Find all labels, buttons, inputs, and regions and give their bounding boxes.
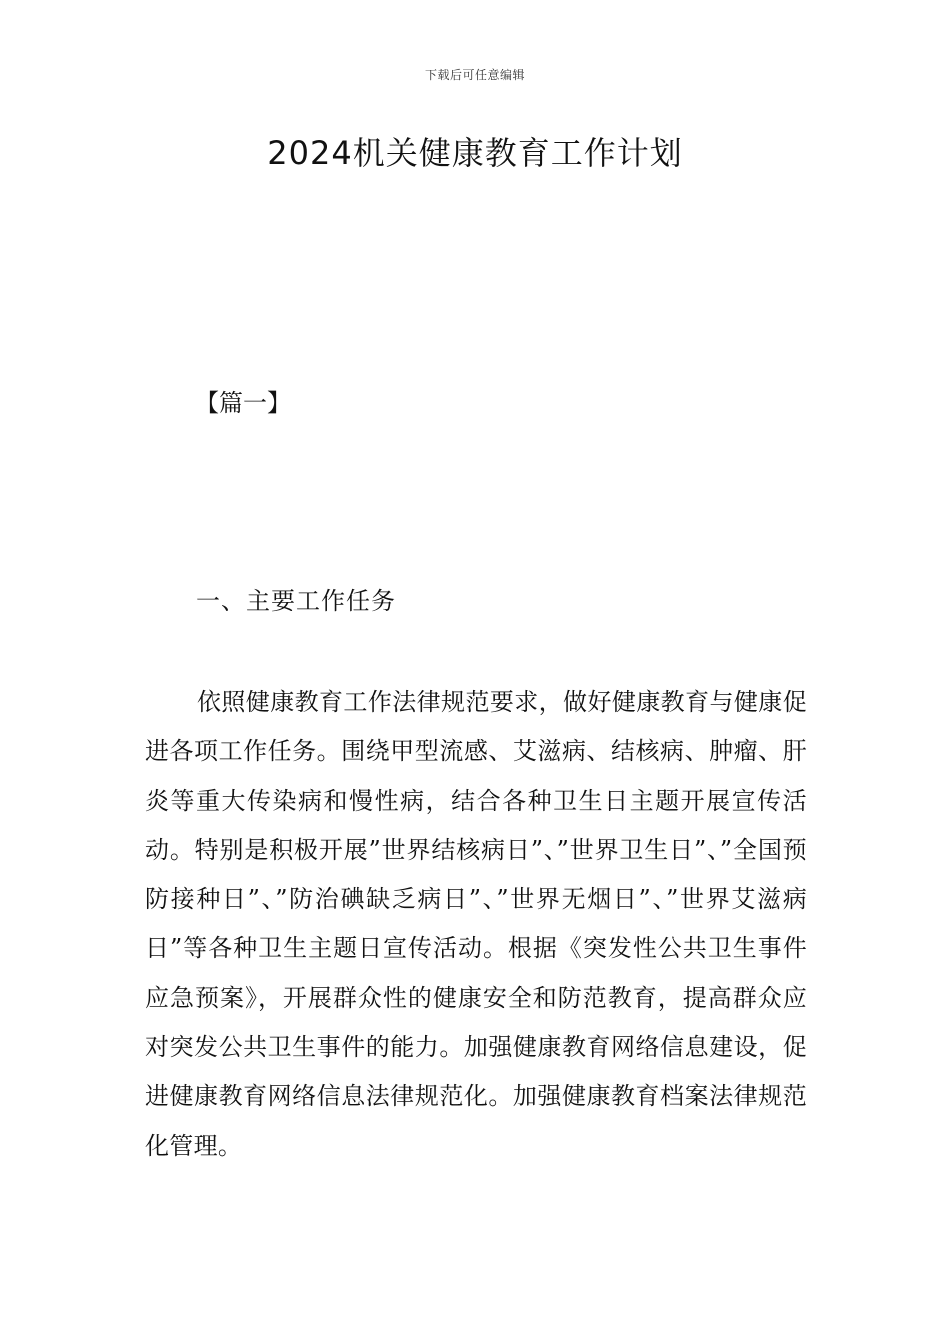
document-title: 2024机关健康教育工作计划 — [267, 134, 683, 172]
header-note: 下载后可任意编辑 — [424, 68, 525, 82]
section-tag: 【篇一】 — [195, 389, 291, 417]
body-paragraph: 依照健康教育工作法律规范要求，做好健康教育与健康促进各项工作任务。围绕甲型流感、艾滋病、结核病、肿瘤、肝炎等重大传染病和慢性病，结合各种卫生日主题开展宣传活动。特别是积极开展”世界结核病日”、”世界卫生日”、”全国预防接种日”、”防治碘缺乏病日”、”世界无烟日”、”世界艾滋病日”等各种卫生主题日宣传活动。根据《突发性公共卫生事件应急预案》，开展群众性的健康安全和防范教育，提高群众应对突发公共卫生事件的能力。加强健康教育网络信息建设，促进健康教育网络信息法律规范化。加强健康教育档案法律规范化管理。 — [145, 688, 807, 1160]
section-heading: 一、主要工作任务 — [196, 587, 396, 615]
